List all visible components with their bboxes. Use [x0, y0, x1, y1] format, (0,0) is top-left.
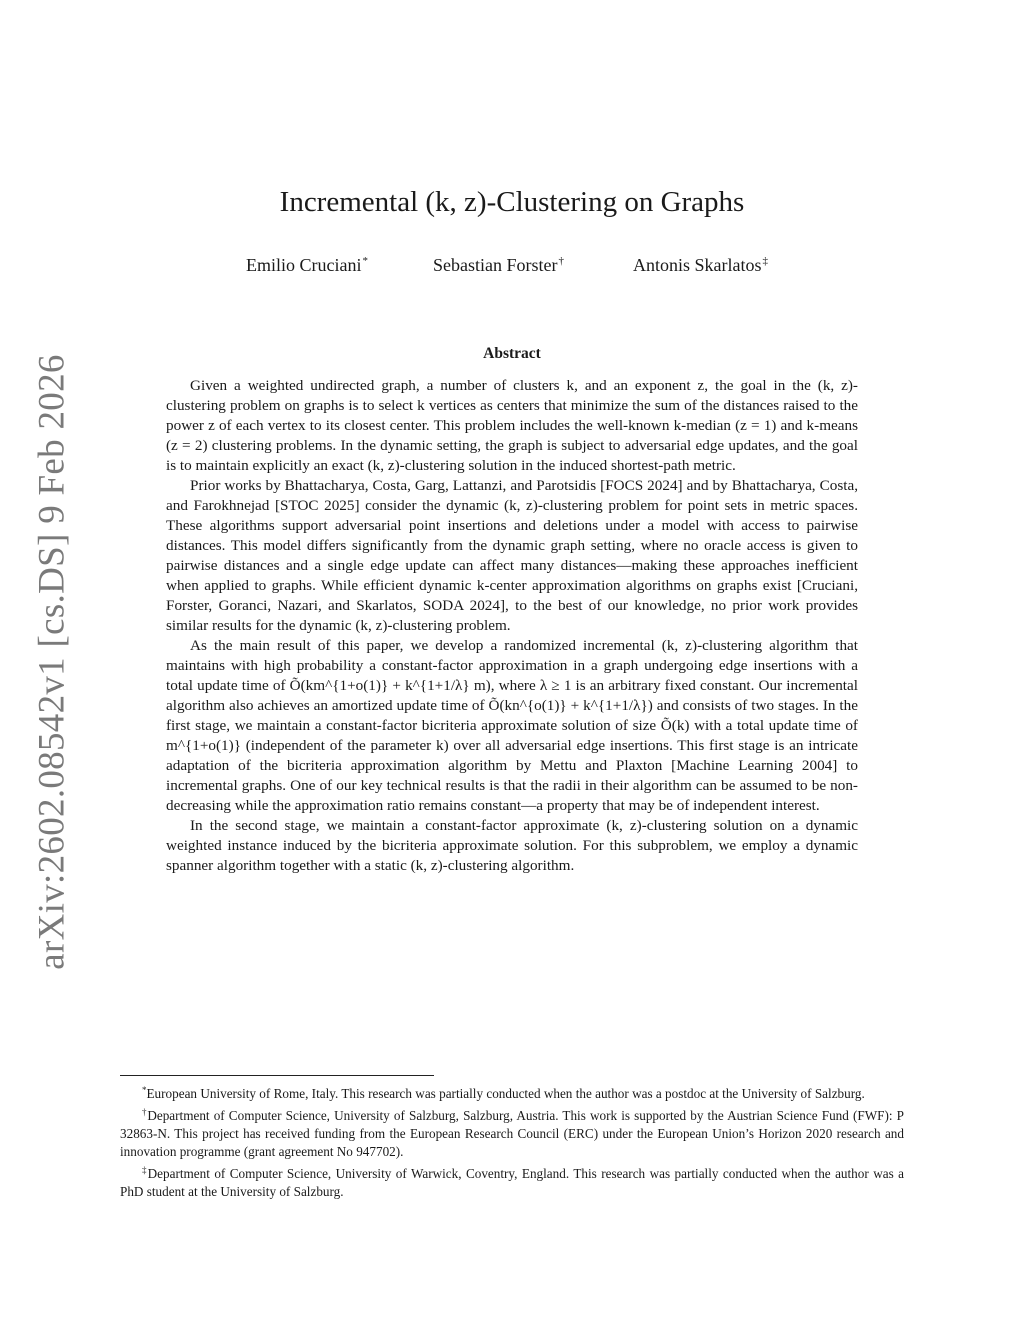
footnote-text: Department of Computer Science, University of Salzburg, Salzburg, Austria. This work is supported by the Austrian Science Fund (FWF): P 32863-N. This project has received funding from the European Research Council (ERC) under the European Union’s Horizon 2020 research and innovation programme (grant agreement No 947702).: [120, 1108, 904, 1159]
abstract-heading: Abstract: [483, 345, 541, 362]
author-3: [633, 255, 768, 276]
footnote-mark: ‡: [142, 1165, 148, 1175]
arxiv-identifier: arXiv:2602.08542v1 [cs.DS] 9 Feb 2026: [31, 354, 73, 970]
author-name: Antonis Skarlatos: [633, 255, 762, 275]
footnote: [120, 1161, 904, 1201]
footnote: [120, 1103, 904, 1161]
author-affiliation-mark: †: [558, 255, 564, 267]
footnote: [120, 1081, 904, 1103]
author-affiliation-mark: ‡: [762, 255, 768, 267]
abstract-paragraph: Given a weighted undirected graph, a number of clusters k, and an exponent z, the goal in the (k, z)-clustering problem on graphs is to select k vertices as centers that minimize the sum of the distances raised to the power z of each vertex to its closest center. This problem includes the well-known k-median (z = 1) and k-means (z = 2) clustering problems. In the dynamic setting, the graph is subject to adversarial edge updates, and the goal is to maintain explicitly an exact (k, z)-clustering solution in the induced shortest-path metric.: [166, 377, 858, 474]
author-name: Sebastian Forster: [433, 255, 558, 275]
author-affiliation-mark: *: [362, 255, 368, 267]
author-list: [0, 255, 1024, 283]
title-suffix: -Clustering on Graphs: [486, 186, 745, 218]
abstract-body: [166, 376, 858, 876]
title-prefix: Incremental: [279, 186, 426, 218]
title-math: (k, z): [425, 186, 487, 218]
abstract-paragraph: As the main result of this paper, we develop a randomized incremental (k, z)-clustering algorithm that maintains with high probability a constant-factor approximation in a graph undergoing edge insertions with a total update time of Õ(km^{1+o(1)} + k^{1+1/λ} m), where λ ≥ 1 is an arbitrary fixed constant. Our incremental algorithm also achieves an amortized update time of Õ(kn^{o(1)} + k^{1+1/λ}) and consists of two stages. In the first stage, we maintain a constant-factor bicriteria approximate solution of size Õ(k) with a total update time of m^{1+o(1)} (independent of the parameter k) over all adversarial edge insertions. This first stage is an intricate adaptation of the bicriteria approximation algorithm by Mettu and Plaxton [Machine Learning 2004] to incremental graphs. One of our key technical results is that the radii in their algorithm can be assumed to be non-decreasing while the approximation ratio remains constant—a property that may be of independent interest.: [166, 637, 858, 814]
arxiv-sidebar-stamp: [31, 354, 73, 970]
footnotes: [120, 1081, 904, 1201]
abstract-paragraph: In the second stage, we maintain a constant-factor approximate (k, z)-clustering solution on a dynamic weighted instance induced by the bicriteria approximate solution. For this subproblem, we employ a dynamic spanner algorithm together with a static (k, z)-clustering algorithm.: [166, 817, 858, 874]
paper-title: [0, 183, 1024, 221]
footnote-mark: *: [142, 1085, 147, 1095]
footnote-divider: [120, 1075, 434, 1076]
author-name: Emilio Cruciani: [246, 255, 362, 275]
footnote-mark: †: [142, 1107, 148, 1117]
author-1: [246, 255, 368, 276]
footnote-text: European University of Rome, Italy. This research was partially conducted when the author was a postdoc at the University of Salzburg.: [146, 1086, 865, 1101]
footnote-text: Department of Computer Science, University of Warwick, Coventry, England. This research was partially conducted when the author was a PhD student at the University of Salzburg.: [120, 1166, 904, 1199]
abstract-paragraph: Prior works by Bhattacharya, Costa, Garg, Lattanzi, and Parotsidis [FOCS 2024] and by Bhattacharya, Costa, and Farokhnejad [STOC 2025] consider the dynamic (k, z)-clustering problem for point sets in metric spaces. These algorithms support adversarial point insertions and deletions under a model with access to pairwise distances. This model differs significantly from the dynamic graph setting, where no oracle access is given to pairwise distances and a single edge update can affect many distances—making these approaches inefficient when applied to graphs. While efficient dynamic k-center approximation algorithms on graphs exist [Cruciani, Forster, Goranci, Nazari, and Skarlatos, SODA 2024], to the best of our knowledge, no prior work provides similar results for the dynamic (k, z)-clustering problem.: [166, 477, 858, 634]
author-2: [433, 255, 564, 276]
